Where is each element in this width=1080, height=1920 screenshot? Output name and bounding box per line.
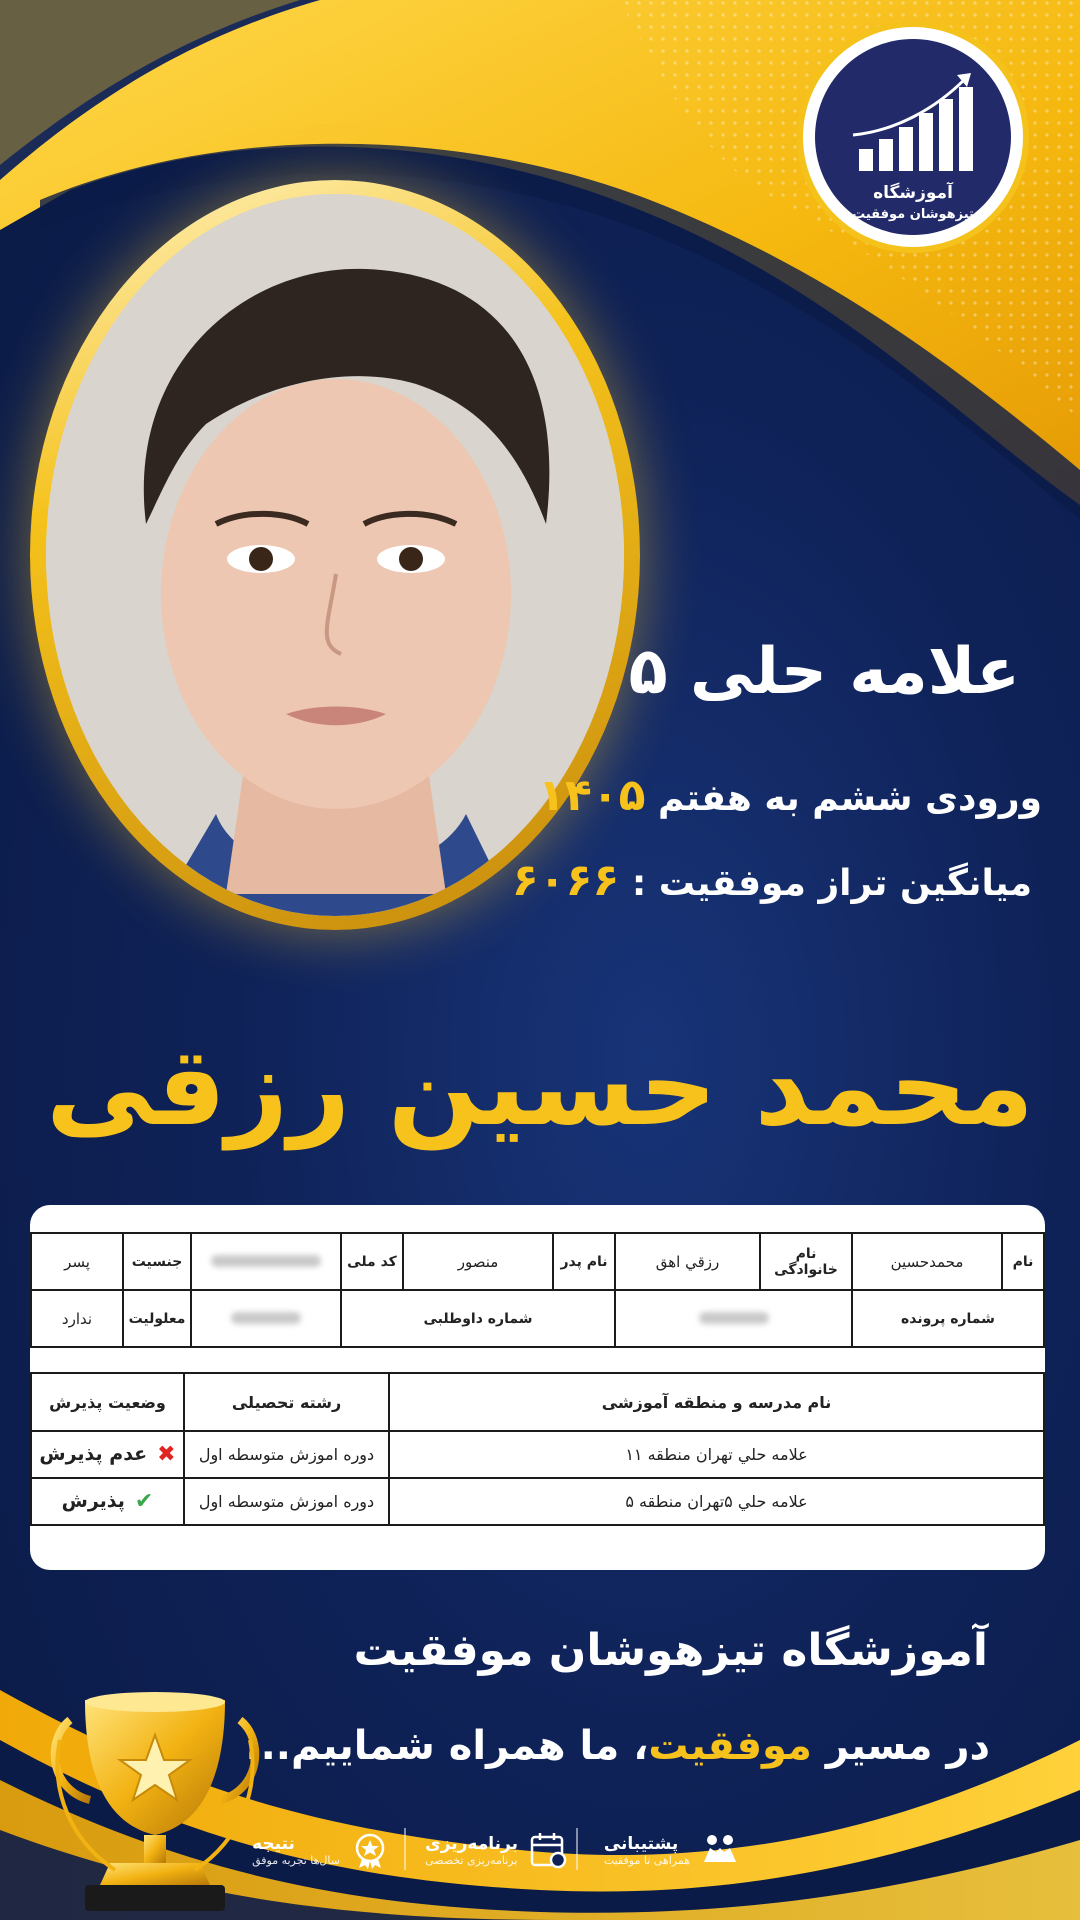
entry-prefix: ورودی ششم به هفتم [645,778,1042,819]
x-mark-icon: ✖ [157,1442,176,1467]
status-cell [31,1478,184,1525]
divider [576,1828,578,1870]
entry-line [538,770,1042,821]
check-icon: ✔ [134,1489,154,1514]
file-number-label: شماره پرونده [852,1290,1044,1347]
feature-planning [417,1820,568,1880]
feature-support [596,1820,740,1880]
student-info-table [30,1232,1045,1348]
admission-table [30,1372,1045,1526]
institute-logo [803,27,1023,247]
feature-subtitle: سال‌ها تجربه موفق [252,1853,340,1867]
entry-year: ۱۴۰۵ [538,770,646,821]
status-text: عدم پذیرش [39,1443,148,1465]
logo-subtitle: تیزهوشان موفقیت [852,207,974,222]
father-name-label: نام پدر [553,1233,615,1290]
table-row [31,1431,1044,1478]
result-card [30,1205,1045,1570]
table-header-row [31,1373,1044,1431]
institute-name: آموزشگاه تیزهوشان موفقیت [353,1625,988,1676]
field-cell: دوره اموزش متوسطه اول [184,1478,389,1525]
feature-result [244,1820,390,1880]
table-row [31,1478,1044,1525]
bar-chart-icon [815,39,1011,179]
disability-label: معلولیت [123,1290,191,1347]
table-row [31,1233,1044,1290]
feature-subtitle: همراهی تا موفقیت [603,1853,690,1867]
last-name-value: رزقي اهق [615,1233,760,1290]
average-value: ۶۰۶۶ [511,855,620,906]
status-header: وضعیت پذیرش [31,1373,184,1431]
field-header: رشته تحصیلی [184,1373,389,1431]
table-row [31,1290,1044,1347]
school-title: علامه حلی ۵ [628,635,1020,709]
logo-title: آموزشگاه [873,183,953,203]
trophy-icon [40,1680,270,1920]
medal-icon [350,1830,390,1870]
divider [404,1828,406,1870]
slogan-highlight: موفقیت [648,1723,812,1769]
first-name-value: محمدحسین [852,1233,1002,1290]
calendar-icon [528,1830,568,1870]
status-cell [31,1431,184,1478]
disability-value: ندارد [31,1290,123,1347]
school-cell: علامه حلي ۵تهران منطقه ۵ [389,1478,1044,1525]
gender-label: جنسیت [123,1233,191,1290]
file-number-value [615,1290,852,1347]
status-text: پذیرش [61,1490,125,1512]
field-cell: دوره اموزش متوسطه اول [184,1431,389,1478]
student-name: محمد حسین رزقی [45,1025,1035,1150]
father-name-value: منصور [403,1233,553,1290]
feature-title: نتیجه [252,1833,295,1854]
school-header: نام مدرسه و منطقه آموزشی [389,1373,1044,1431]
gender-value: پسر [31,1233,123,1290]
average-label: میانگین تراز موفقیت : [619,863,1032,904]
feature-title: پشتیبانی [603,1833,679,1854]
feature-subtitle: برنامه‌ریزی تخصصی [425,1853,518,1867]
national-id-label: کد ملی [341,1233,403,1290]
slogan-suffix: ، ما همراه شماییم... [245,1723,649,1769]
national-id-value [191,1233,341,1290]
last-name-label: نام خانوادگی [760,1233,852,1290]
slogan [245,1723,990,1769]
slogan-prefix: در مسیر [811,1723,990,1769]
candidate-number-label: شماره داوطلبی [341,1290,615,1347]
candidate-number-value [191,1290,341,1347]
feature-title: برنامه‌ریزی [425,1833,518,1854]
people-icon [700,1830,740,1870]
school-cell: علامه حلي تهران منطقه ۱۱ [389,1431,1044,1478]
first-name-label: نام [1002,1233,1044,1290]
average-line [512,855,1032,906]
